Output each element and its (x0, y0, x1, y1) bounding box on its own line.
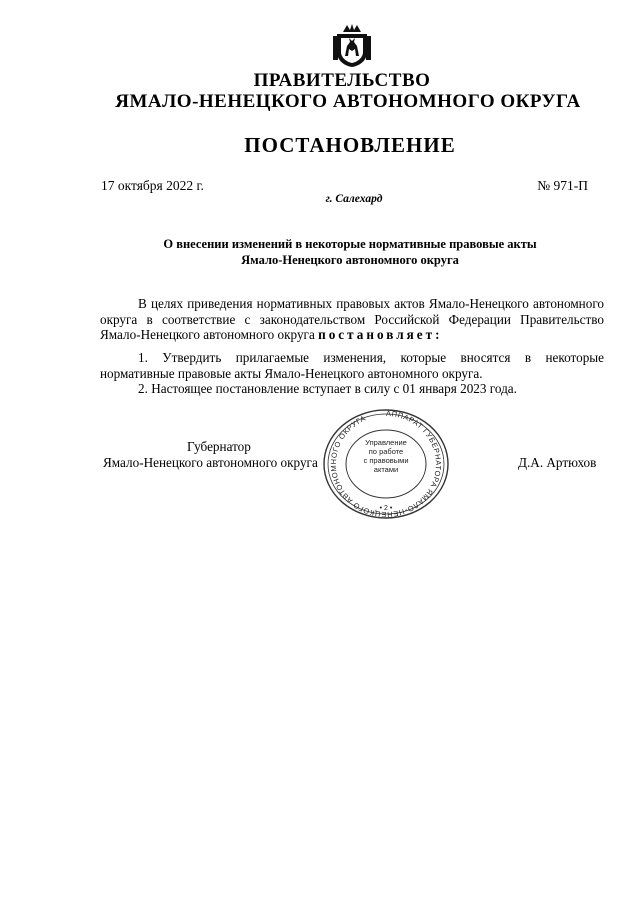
government-name-line2: ЯМАЛО-НЕНЕЦКОГО АВТОНОМНОГО ОКРУГА (115, 91, 581, 112)
intro-paragraph (100, 296, 604, 343)
signature-title: Губернатор (187, 439, 251, 454)
subject-line2: Ямало-Ненецкого автономного округа (241, 253, 459, 267)
signature-org: Ямало-Ненецкого автономного округа (103, 454, 318, 470)
signature-block (103, 439, 343, 470)
stamp-line3: с правовыми (363, 456, 409, 465)
stamp-center-text (318, 438, 454, 474)
governor-name: Д.А. Артюхов (518, 455, 597, 470)
document-subject (30, 236, 640, 268)
stamp-ring-text: АППАРАТ ГУБЕРНАТОРА ЯМАЛО-НЕНЕЦКОГО АВТОНОМНОГО ОКРУГА (328, 408, 443, 520)
subject-line1: О внесении изменений в некоторые нормативные правовые акты (163, 237, 537, 251)
document-date: 17 октября 2022 г. (101, 178, 204, 193)
document-place: г. Салехард (325, 193, 383, 205)
document-number: № 971-П (537, 178, 588, 193)
document-type-title: ПОСТАНОВЛЕНИЕ (244, 133, 456, 157)
item-2-text: 2. Настоящее постановление вступает в силу с 01 января 2023 года. (138, 381, 517, 396)
item-1-paragraph (100, 350, 604, 381)
intro-text: В целях приведения нормативных правовых актов Ямало-Ненецкого автономного округа в соответствие с законодательством Российской Федерации Правительство Ямало-Ненецкого автономного округа (100, 296, 604, 342)
stamp-number: • 2 • (379, 505, 393, 512)
stamp-line4: актами (373, 465, 399, 474)
official-stamp (318, 406, 454, 520)
resolves-word: постановляет: (318, 327, 443, 342)
item-2-paragraph (100, 381, 604, 397)
stamp-line1: Управление (365, 438, 407, 447)
stamp-line2: по работе (368, 447, 404, 456)
coat-of-arms-icon (333, 22, 371, 68)
government-name-line1: ПРАВИТЕЛЬСТВО (253, 70, 431, 91)
item-1-text: 1. Утвердить прилагаемые изменения, которые вносятся в некоторые нормативные правовые акты Ямало-Ненецкого автономного округа. (100, 350, 604, 381)
